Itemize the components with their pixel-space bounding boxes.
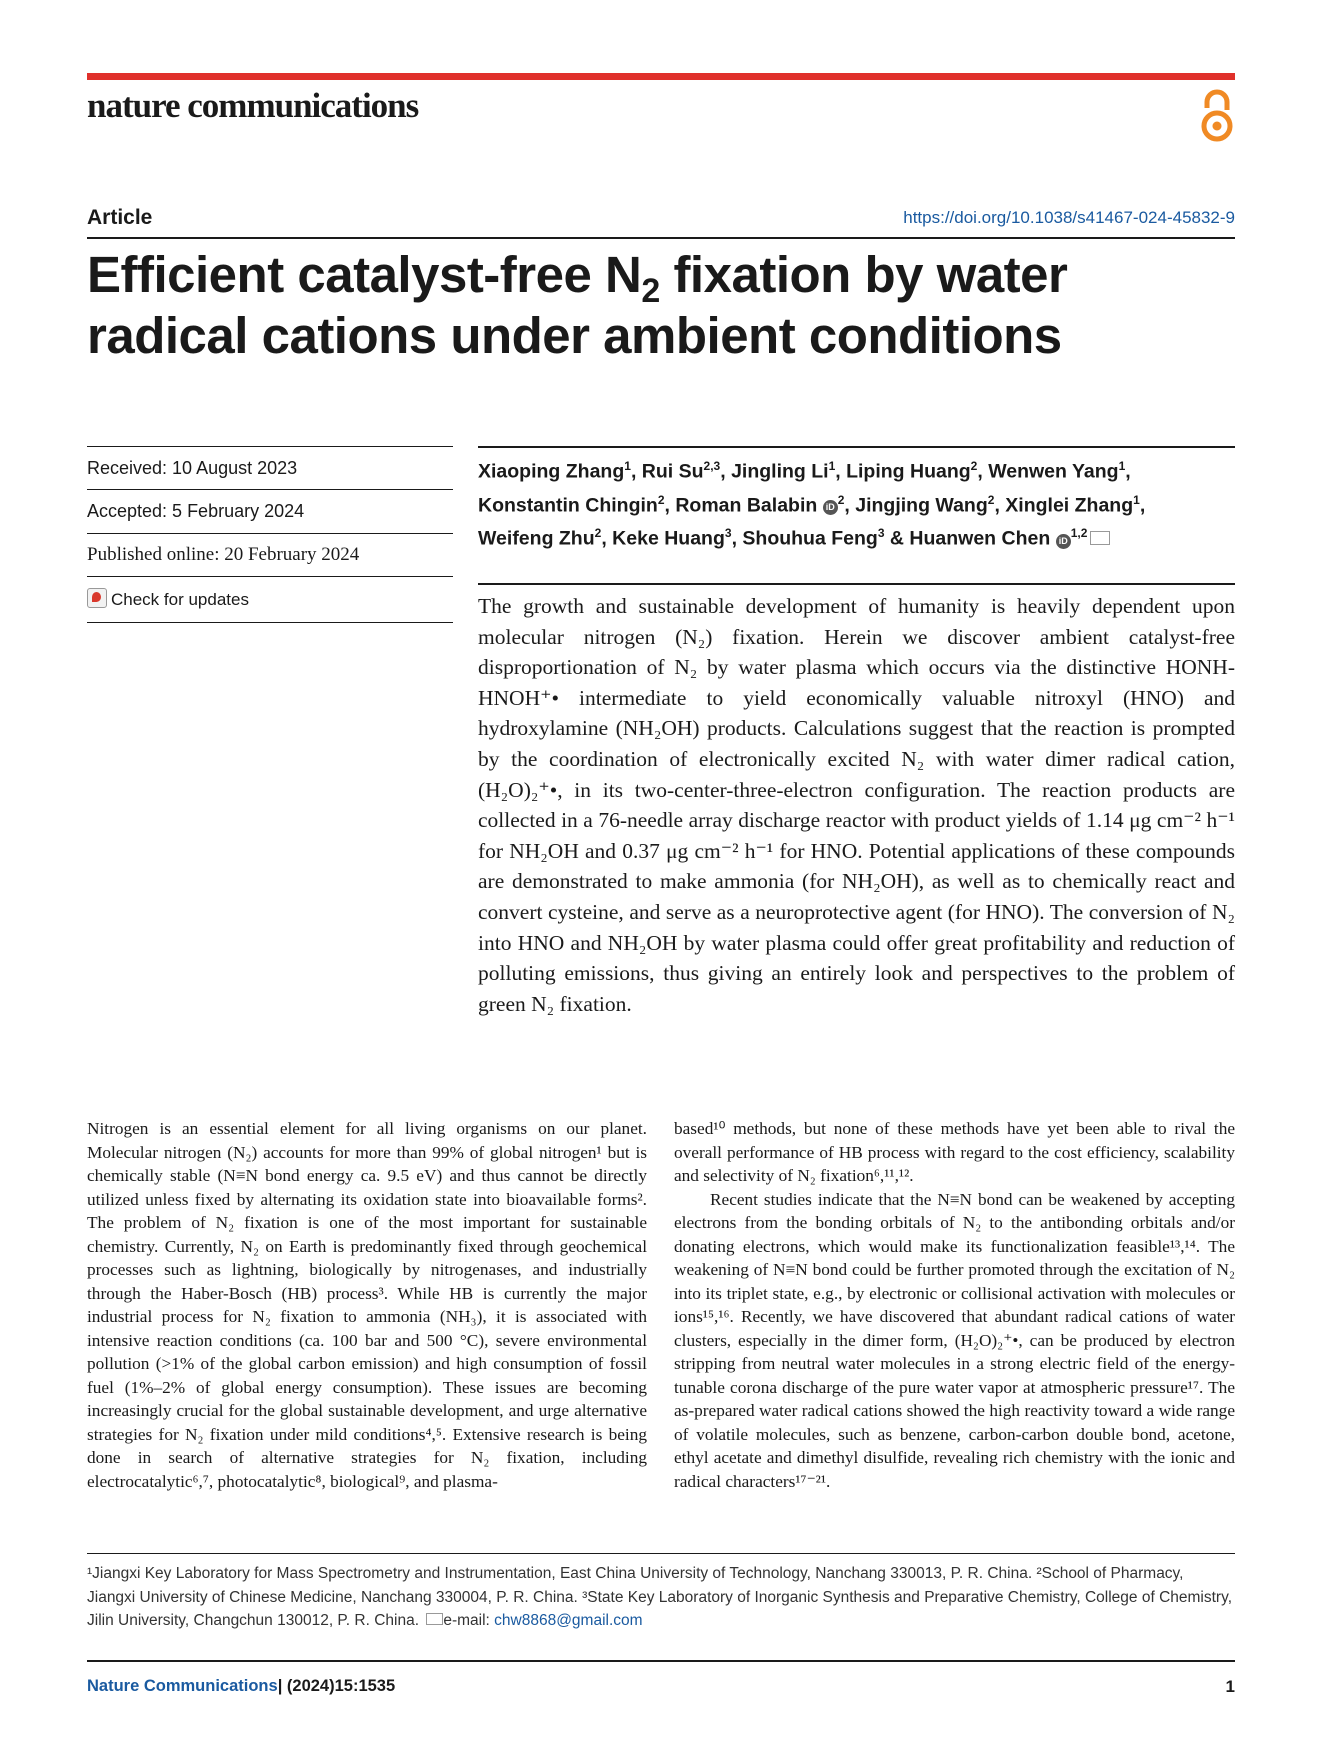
email-envelope-icon — [426, 1613, 443, 1625]
affiliations — [87, 1562, 1235, 1633]
meta-divider — [87, 446, 453, 447]
title-line1-post: fixation by water — [659, 246, 1068, 303]
accepted-date: Accepted: 5 February 2024 — [87, 501, 305, 521]
author-name[interactable]: Jingling Li — [731, 460, 829, 483]
author-name[interactable]: Weifeng Zhu — [478, 527, 595, 550]
abstract: The growth and sustainable development of humanity is heavily dependent upon molecular nitrogen (N₂) fixation. Herein we discover ambient catalyst-free disproportionation of N₂ by water plasma which occurs via the distinctive HONH-HNOH⁺• intermediate to yield economically valuable nitroxyl (HNO) and hydroxylamine (NH₂OH) products. Calculations suggest that the reaction is prompted by the coordination of electronically excited N₂ with water dimer radical cation, (H₂O)₂⁺•, in its two-center-three-electron configuration. The reaction products are collected in a 76-needle array discharge reactor with product yields of 1.14 μg cm⁻² h⁻¹ for NH₂OH and 0.37 μg cm⁻² h⁻¹ for HNO. Potential applications of these compounds are demonstrated to make ammonia (for NH₂OH), as well as to chemically react and convert cysteine, and serve as a neuroprotective agent (for HNO). The conversion of N₂ into HNO and NH₂OH by water plasma could offer great profitability and reduction of polluting emissions, thus giving an entirely look and perspectives to the problem of green N₂ fixation. — [478, 594, 1235, 1016]
meta-divider — [87, 622, 453, 623]
check-updates-icon — [87, 588, 107, 608]
footer-divider — [87, 1660, 1235, 1662]
author-name[interactable]: Jingjing Wang — [855, 494, 988, 516]
author-name[interactable]: Keke Huang — [612, 527, 725, 550]
author-name[interactable]: Roman Balabin — [675, 494, 818, 516]
article-title — [87, 244, 1235, 366]
received-date: Received: 10 August 2023 — [87, 458, 298, 478]
author-affiliation-mark: 2 — [657, 492, 665, 507]
affiliations-divider — [87, 1553, 1235, 1554]
open-access-icon — [1197, 88, 1237, 144]
page-number: 1 — [1225, 1677, 1235, 1696]
meta-divider — [87, 533, 453, 534]
author-name[interactable]: Rui Su — [641, 460, 704, 483]
author-affiliation-mark: 1 — [828, 459, 836, 473]
author-affiliation-mark: 1 — [1118, 459, 1126, 473]
body-column-left — [87, 1117, 647, 1493]
footer-journal-link[interactable]: Nature Communications — [87, 1677, 278, 1695]
author-affiliation-mark: 2,3 — [703, 459, 721, 473]
check-updates-label: Check for updates — [111, 590, 249, 609]
footer-volume: | (2024)15:1535 — [277, 1677, 396, 1695]
body-paragraph: Nitrogen is an essential element for all living organisms on our planet. Molecular nitrogen (N₂) accounts for more than 99% of global nitrogen¹ but is chemically stable (N≡N bond energy ca. 9.5 eV) and thus cannot be directly utilized unless fixed by alternating its oxidation state into bioavailable forms². The problem of N₂ fixation is one of the most important for sustainable chemistry. Currently, N₂ on Earth is predominantly fixed through geochemical processes such as lightning, biologically by nitrogenases, and industrially through the Haber-Bosch (HB) process³. While HB is currently the major industrial process for N₂ fixation to ammonia (NH₃), it is associated with intensive reaction conditions (ca. 100 bar and 500 °C), severe environmental pollution (>1% of the global carbon emission) and high consumption of fossil fuel (1%–2% of global energy consumption). These issues are becoming increasingly crucial for the global sustainable development, and urge alternative strategies for N₂ fixation under mild conditions⁴,⁵. Extensive research is being done in search of alternative strategies for N₂ fixation, including electrocatalytic⁶,⁷, photocatalytic⁸, biological⁹, and plasma- — [87, 1119, 647, 1491]
author-name[interactable]: Xiaoping Zhang — [478, 460, 625, 483]
meta-divider — [87, 576, 453, 577]
title-line1-pre: Efficient catalyst-free N — [87, 246, 642, 303]
body-paragraph: Recent studies indicate that the N≡N bond can be weakened by accepting electrons from the bonding orbitals of N₂ to the antibonding orbitals and/or donating electrons, which would make its functionalization feasible¹³,¹⁴. The weakening of N≡N bond could be further promoted through the excitation of N₂ into its triplet state, e.g., by electronic or collisional activation with molecules or ions¹⁵,¹⁶. Recently, we have discovered that abundant radical cations of water clusters, especially in the dimer form, (H₂O)₂⁺•, can be produced by electron stripping from neutral water molecules in a strong electric field of the energy-tunable corona discharge of the pure water vapor at atmospheric pressure¹⁷. The as-prepared water radical cations showed the high reactivity toward a wide range of volatile molecules, such as benzene, carbon-carbon double bond, acetone, ethyl acetate and dimethyl disulfide, revealing rich chemistry with the ionic and radical characters¹⁷⁻²¹. — [674, 1189, 1235, 1491]
affiliations-text: ¹Jiangxi Key Laboratory for Mass Spectrometry and Instrumentation, East China University of Technology, Nanchang 330013, P. R. China. ²School of Pharmacy, Jiangxi University of Chinese Medicine, Nanchang 330004, P. R. China. ³State Key Laboratory of Inorganic Synthesis and Preparative Chemistry, College of Chemistry, Jilin University, Changchun 130012, P. R. China. — [87, 1565, 1232, 1629]
email-label: e-mail: — [443, 1612, 495, 1629]
author-affiliation-mark: 2 — [987, 492, 995, 507]
author-affiliation-mark: 1,2 — [1070, 526, 1088, 540]
body-paragraph: based¹⁰ methods, but none of these methods have yet been able to rival the overall performance of HB process with regard to the cost efficiency, scalability and selectivity of N₂ fixation⁶,¹¹,¹². — [674, 1119, 1235, 1185]
footer-citation — [87, 1677, 395, 1696]
meta-divider — [87, 489, 453, 490]
author-name[interactable]: Liping Huang — [846, 460, 971, 483]
author-name[interactable]: Xinglei Zhang — [1005, 494, 1134, 516]
corresponding-email-icon[interactable] — [1090, 531, 1110, 545]
top-accent-bar — [87, 73, 1235, 80]
abstract-divider — [478, 583, 1235, 585]
author-name[interactable]: Konstantin Chingin — [478, 494, 658, 516]
author-affiliation-mark: 2 — [970, 459, 978, 473]
published-date: Published online: 20 February 2024 — [87, 544, 360, 565]
journal-logo[interactable]: nature communications — [87, 86, 419, 125]
authors-divider — [478, 446, 1235, 448]
body-column-right — [674, 1117, 1235, 1493]
check-updates-button[interactable] — [87, 588, 249, 610]
author-affiliation-mark: 3 — [877, 526, 885, 540]
orcid-icon[interactable]: iD — [823, 500, 838, 515]
author-affiliation-mark: 1 — [624, 459, 631, 473]
doi-link[interactable]: https://doi.org/10.1038/s41467-024-45832-9 — [903, 208, 1235, 227]
author-affiliation-mark: 3 — [724, 526, 732, 540]
email-link[interactable]: chw8868@gmail.com — [494, 1612, 643, 1629]
author-name[interactable]: Wenwen Yang — [988, 460, 1119, 483]
title-divider — [87, 237, 1235, 239]
author-affiliation-mark: 1 — [1133, 492, 1140, 507]
author-name[interactable]: Shouhua Feng — [742, 527, 878, 550]
title-line2: radical cations under ambient conditions — [87, 307, 1062, 364]
author-name[interactable]: Huanwen Chen — [909, 527, 1051, 550]
orcid-icon[interactable]: iD — [1056, 534, 1071, 549]
author-affiliation-mark: 2 — [594, 526, 602, 540]
author-list: Xiaoping Zhang$^1$, Rui Su$^{2,3}$, Jingling Li$^1$, Liping Huang$^2$, Wenwen Yang$^1$, Konstantin Chingin$^2$, Roman Balabin $iD^2$, Jingjing Wang$^2$, Xinglei Zhang$^1$, Weifeng Zhu$^2$, Keke Huang$^3$, Shouhua Feng$^3$ & Huanwen Chen iD$^{1,2}$ — [478, 459, 1146, 550]
title-line1-sub: 2 — [641, 272, 660, 310]
article-type-label: Article — [87, 206, 153, 229]
author-affiliation-mark: 2 — [837, 492, 845, 507]
